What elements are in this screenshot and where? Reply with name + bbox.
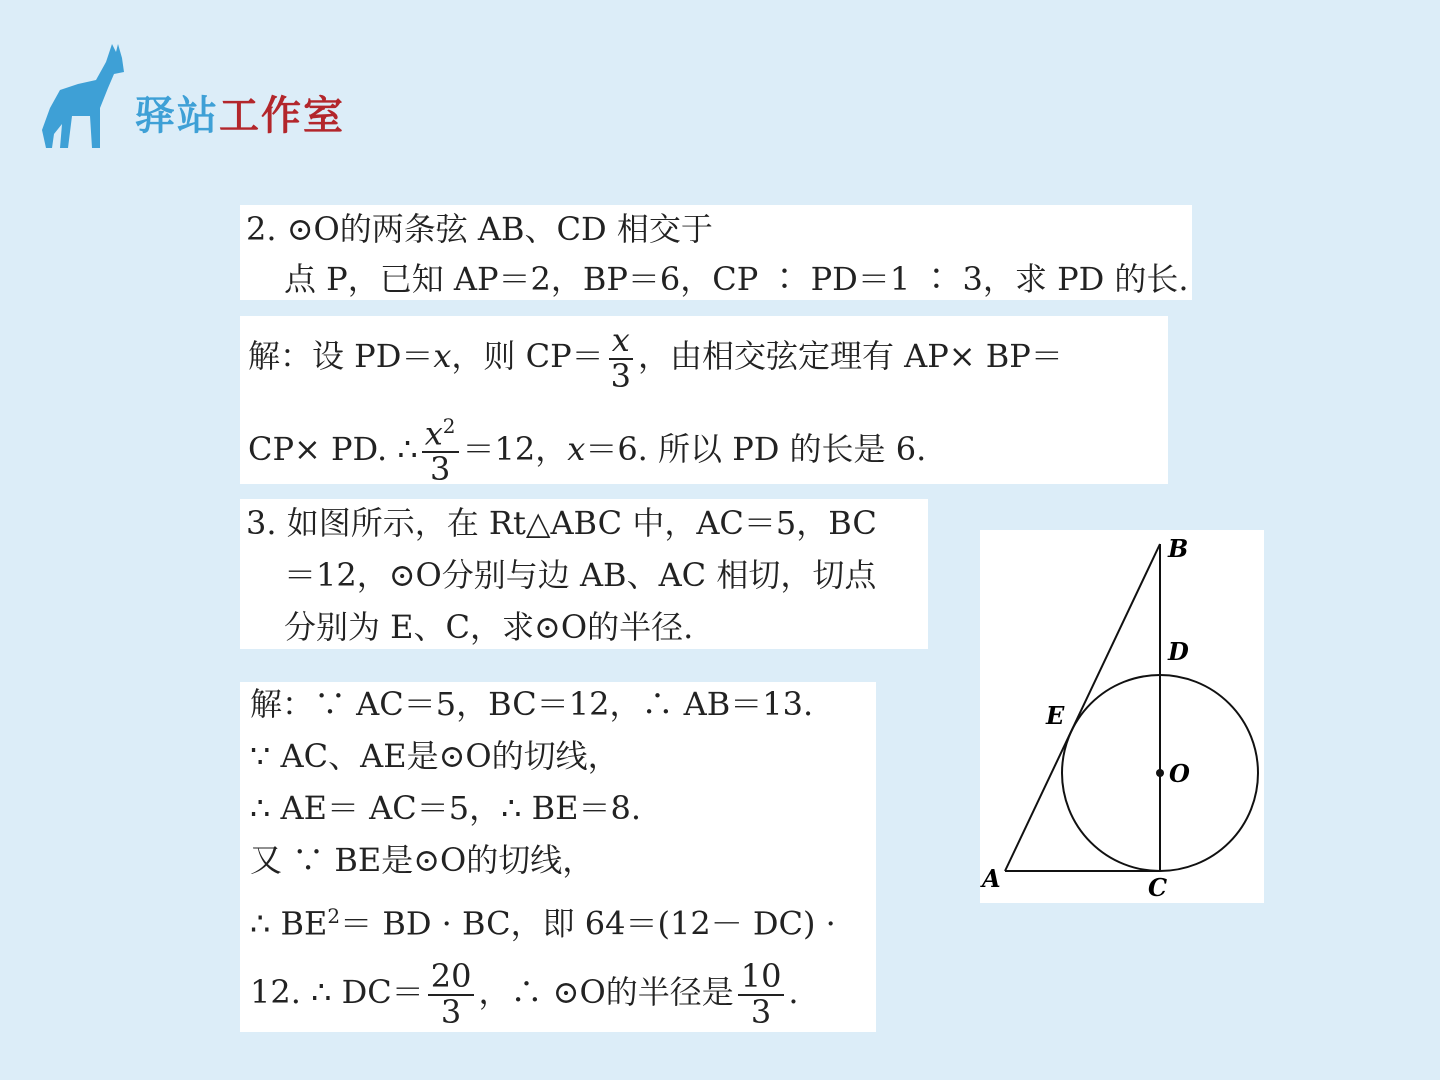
logo-text-blue: 驿站 (135, 93, 219, 139)
logo (34, 38, 344, 153)
label-o: O (1169, 759, 1190, 788)
segment-ab (1005, 544, 1160, 871)
variable-x: x (567, 429, 586, 468)
text: CP× PD. ∴ (248, 429, 418, 468)
variable-x: x (433, 337, 452, 376)
fraction (422, 416, 459, 487)
solution-3-line-6 (250, 957, 799, 1031)
solution-3-line-3: ∴ AE＝ AC＝5，∴ BE＝8. (250, 789, 642, 827)
text: ，∴ ⊙O的半径是 (478, 973, 734, 1012)
numerator: x (424, 414, 443, 453)
text: 12. ∴ DC＝ (250, 973, 424, 1012)
text: 解：设 PD＝ (248, 337, 434, 376)
geometry-figure (980, 530, 1264, 903)
solution-3-line-2: ∵ AC、AE是⊙O的切线， (250, 737, 620, 775)
denominator: 3 (750, 992, 772, 1031)
fraction (738, 957, 785, 1031)
denominator: 3 (610, 356, 631, 395)
label-c: C (1148, 873, 1168, 902)
exponent: 2 (327, 904, 341, 928)
denominator: 3 (440, 992, 462, 1031)
problem-3-line-1: 3. 如图所示，在 Rt△ABC 中，AC＝5，BC (246, 504, 877, 542)
text: ＝12， (462, 429, 568, 468)
problem-3-line-2: ＝12，⊙O分别与边 AB、AC 相切，切点 (284, 556, 877, 594)
solution-2-line-2 (248, 416, 926, 487)
problem-2-box (240, 205, 1192, 300)
solution-2-box (240, 316, 1168, 489)
label-e: E (1046, 701, 1065, 730)
problem-3-line-3: 分别为 E、C，求⊙O的半径. (284, 608, 694, 646)
numerator: 10 (738, 960, 785, 996)
triangle-circle-diagram (980, 530, 1264, 903)
solution-2-line-1 (248, 321, 1063, 395)
text: ，由相交弦定理有 AP× BP＝ (637, 337, 1063, 376)
text: ＝ BD · BC，即 64＝(12－ DC) · (340, 904, 836, 943)
exponent: 2 (442, 414, 456, 438)
label-b: B (1168, 534, 1189, 563)
label-a: A (982, 864, 1001, 893)
text: ＝6. 所以 PD 的长是 6. (585, 429, 927, 468)
problem-2-line-2: 点 P，已知 AP＝2，BP＝6，CP ∶ PD＝1 ∶ 3，求 PD 的长. (284, 260, 1189, 298)
denominator: 3 (429, 450, 451, 489)
problem-2-line-1: 2. ⊙O的两条弦 AB、CD 相交于 (246, 210, 713, 248)
numerator: x (609, 324, 633, 360)
fraction (428, 957, 475, 1031)
text: . (788, 973, 799, 1012)
text: ∴ BE (250, 904, 328, 943)
solution-3-line-4: 又 ∵ BE是⊙O的切线， (250, 841, 595, 879)
logo-text-red: 工作室 (219, 93, 345, 139)
solution-3-box (240, 682, 876, 1032)
text: ，则 CP＝ (451, 337, 604, 376)
label-d: D (1168, 637, 1189, 666)
solution-3-line-1: 解：∵ AC＝5，BC＝12，∴ AB＝13. (250, 685, 814, 723)
fraction (608, 321, 634, 395)
center-point (1156, 769, 1164, 777)
numerator: 20 (428, 960, 475, 996)
solution-3-line-5 (250, 890, 836, 950)
dog-logo-icon (34, 38, 134, 153)
problem-3-box (240, 499, 928, 649)
